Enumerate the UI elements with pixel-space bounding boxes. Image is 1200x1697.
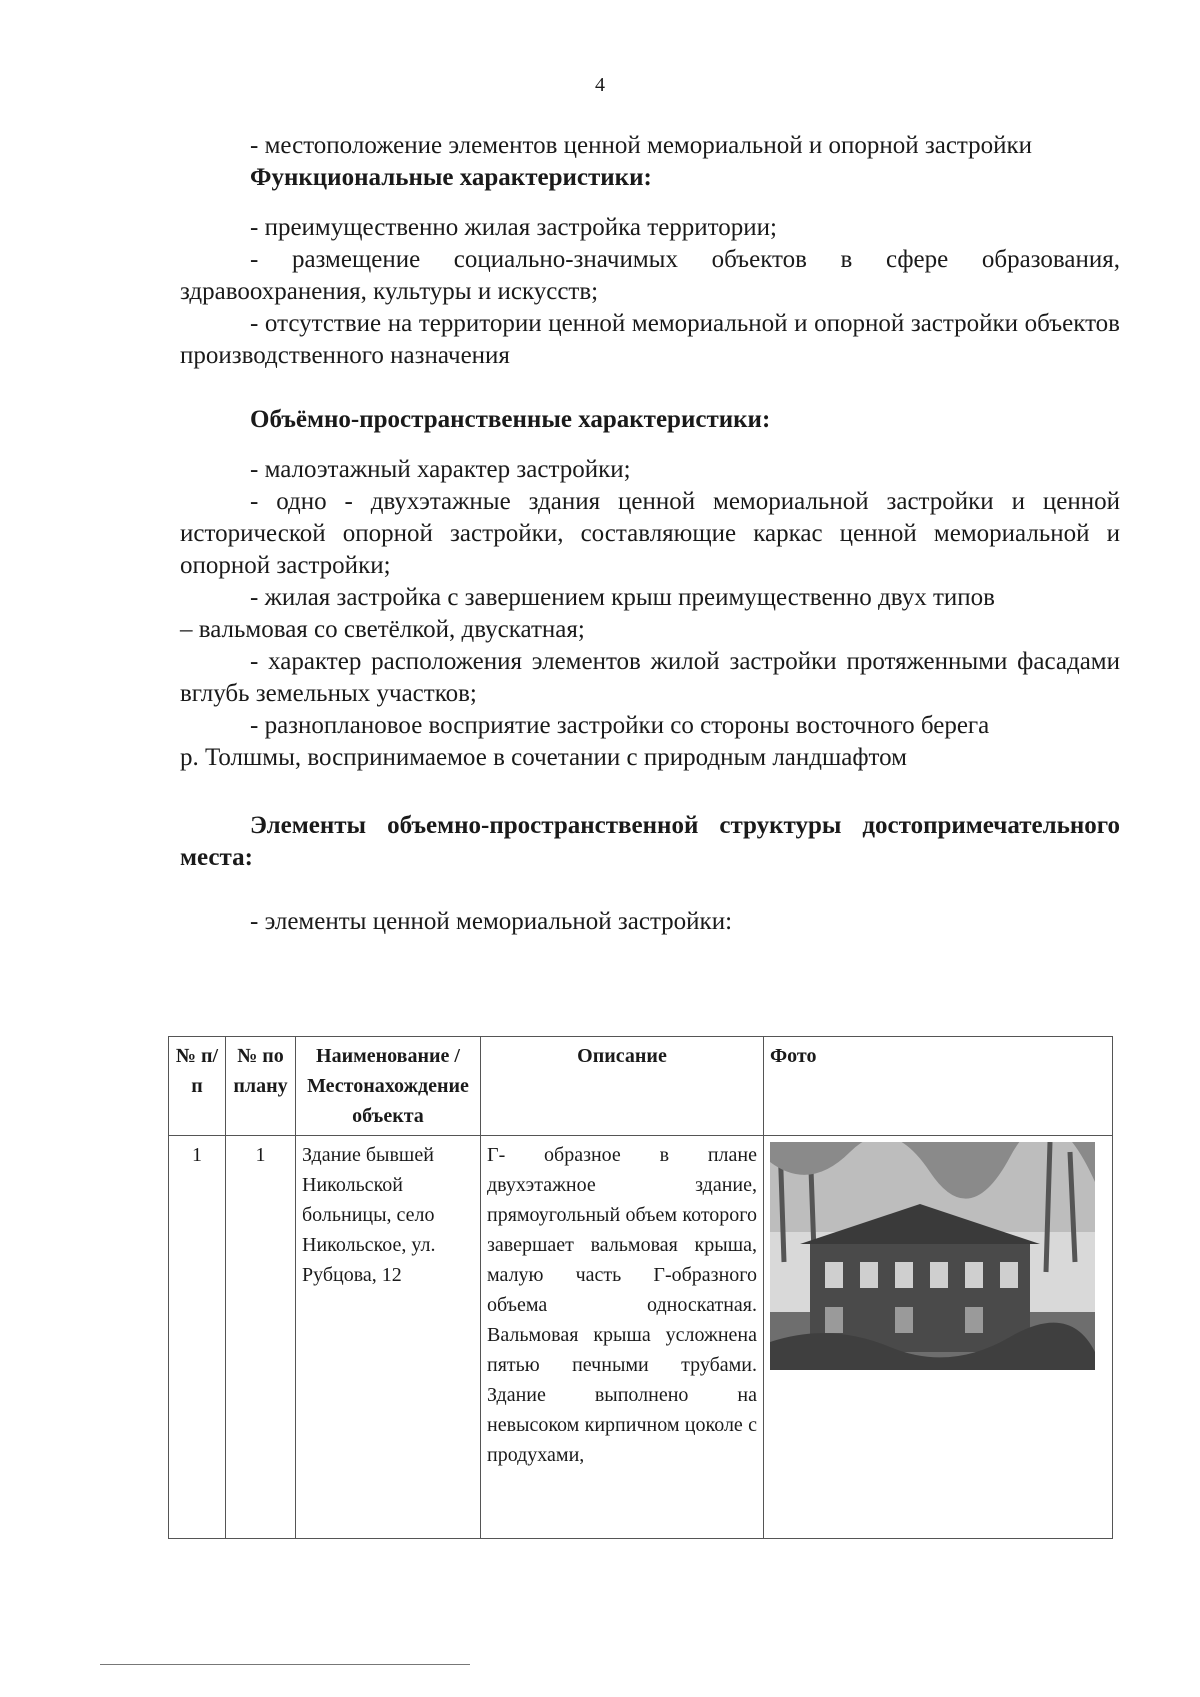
functional-item-3: - отсутствие на территории ценной мемориальной и опорной застройки объектов производственного назначения <box>180 310 1120 369</box>
page-number: 4 <box>595 74 605 96</box>
table-header-row <box>169 1037 1113 1136</box>
functional-heading: Функциональные характеристики: <box>250 164 652 191</box>
house-photo <box>770 1142 1095 1370</box>
header-plan-num: № по плану <box>226 1037 296 1136</box>
row-plan-num: 1 <box>226 1136 296 1539</box>
spatial-item-5-continued: р. Толшмы, воспринимаемое в сочетании с природным ландшафтом <box>180 744 907 771</box>
functional-item-2: - размещение социально-значимых объектов в сфере образования, здравоохранения, культуры и искусств; <box>180 246 1120 305</box>
table-row <box>169 1136 1113 1539</box>
spatial-item-1: - малоэтажный характер застройки; <box>250 456 631 483</box>
spatial-item-3-continued: – вальмовая со светёлкой, двускатная; <box>180 616 585 643</box>
header-name: Наименование / Местонахождение объекта <box>296 1037 481 1136</box>
header-num: № п/п <box>169 1037 226 1136</box>
spatial-item-4: - характер расположения элементов жилой застройки протяженными фасадами вглубь земельных участков; <box>180 648 1120 707</box>
memorial-buildings-table <box>168 1036 1113 1539</box>
row-description: Г- образное в плане двухэтажное здание, прямоугольный объем которого завершает вальмовая крыша, малую часть Г-образного объема односкатная. Вальмовая крыша усложнена пятью печными трубами. Здание выполнено на невысоком кирпичном цоколе с продухами, <box>487 1144 757 1466</box>
bottom-rule <box>100 1664 470 1665</box>
spatial-item-5: - разноплановое восприятие застройки со стороны восточного берега <box>250 712 990 739</box>
row-photo-cell <box>764 1136 1113 1539</box>
row-description-cell <box>481 1136 764 1539</box>
spatial-heading: Объёмно-пространственные характеристики: <box>250 406 771 433</box>
structure-heading: Элементы объемно-пространственной структуры достопримечательного места: <box>180 812 1120 871</box>
functional-item-1: - преимущественно жилая застройка территории; <box>250 214 777 241</box>
document-body <box>180 130 1120 938</box>
header-description: Описание <box>481 1037 764 1136</box>
intro-item: - местоположение элементов ценной мемориальной и опорной застройки <box>250 132 1033 159</box>
structure-subheading: - элементы ценной мемориальной застройки: <box>250 908 733 935</box>
row-num: 1 <box>169 1136 226 1539</box>
spatial-item-3: - жилая застройка с завершением крыш преимущественно двух типов <box>250 584 995 611</box>
row-name: Здание бывшей Никольской больницы, село Никольское, ул. Рубцова, 12 <box>296 1136 481 1539</box>
spatial-item-2: - одно - двухэтажные здания ценной мемориальной застройки и ценной исторической опорной застройки, составляющие каркас ценной мемориальной и опорной застройки; <box>180 488 1120 579</box>
header-photo: Фото <box>764 1037 1113 1136</box>
